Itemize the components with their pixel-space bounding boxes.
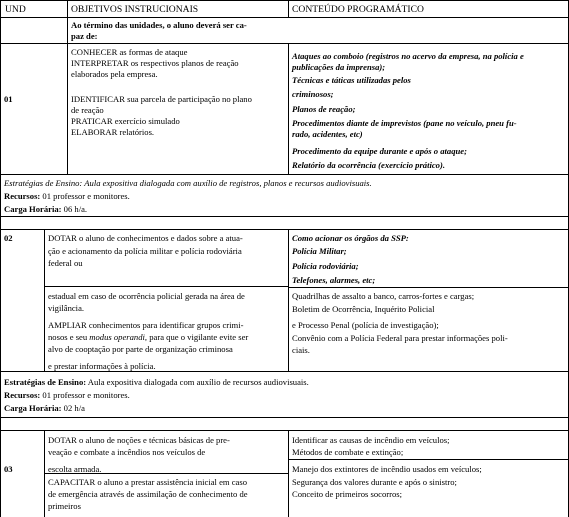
unit2-objective: e prestar informações à polícia. — [48, 361, 156, 371]
unit2-content: Polícia rodoviária; — [292, 261, 359, 271]
unit2-objective: federal ou — [48, 258, 83, 268]
unit2-content: ciais. — [292, 345, 310, 355]
unit1-objective: de reação — [71, 105, 104, 115]
unit1-objective: INTERPRETAR os respectivos planos de reação — [71, 58, 239, 68]
rule-spacer-2-bottom — [0, 430, 569, 431]
rule-col2-unit2 — [288, 229, 289, 371]
unit3-objective: de emergência através de assimilação de conhecimento de — [48, 489, 248, 499]
header-objectives: OBJETIVOS INSTRUCIONAIS — [71, 4, 199, 15]
unit1-content: Procedimento da equipe durante e após o ataque; — [292, 146, 467, 156]
unit3-content: Conceito de primeiros socorros; — [292, 489, 403, 499]
rule-col2-unit3 — [288, 430, 289, 517]
unit2-objective: nosos e seu modus operandi, para que o vigilante evite ser — [48, 332, 249, 342]
unit3-objective: DOTAR o aluno de noções e técnicas básicas de pre- — [48, 435, 230, 445]
rule-col2-header — [288, 0, 289, 17]
unit3-content: Segurança dos valores durante e após o sinistro; — [292, 477, 457, 487]
rule-unit3-content-split — [288, 459, 569, 460]
rule-unit2-obj-split — [44, 286, 288, 287]
unit1-content: Relatório da ocorrência (exercício prático). — [292, 160, 445, 170]
rule-col2-unit1 — [288, 43, 289, 174]
rule-col1-unit3 — [44, 430, 45, 517]
unit2-resources: Recursos: 01 professor e monitores. — [4, 390, 130, 400]
unit2-content: Telefones, alarmes, etc; — [292, 275, 376, 285]
unit1-objective: PRATICAR exercício simulado — [71, 116, 180, 126]
unit2-content: Como acionar os órgãos da SSP: — [292, 233, 409, 243]
rule-unit2-footer-bottom — [0, 417, 569, 418]
unit1-content: criminosos; — [292, 89, 334, 99]
unit2-objective: alvo de cooptação por parte de organização criminosa — [48, 344, 233, 354]
unit3-content: Manejo dos extintores de incêndio usados em veículos; — [292, 464, 482, 474]
unit2-objective: AMPLIAR conhecimentos para identificar grupos crimi- — [48, 320, 244, 330]
unit1-content: Ataques ao comboio (registros no acervo da empresa, na polícia e — [292, 51, 524, 61]
unit3-objective: primeiros — [48, 501, 81, 511]
unit1-strategies: Estratégias de Ensino: Aula expositiva dialogada com auxílio de registros, planos e recursos audiovisuais. — [4, 178, 372, 188]
unit2-number: 02 — [4, 233, 13, 243]
rule-top — [0, 0, 569, 1]
unit2-objective: DOTAR o aluno de conhecimentos e dados sobre a atua- — [48, 233, 243, 243]
unit1-content: rado, acidentes, etc) — [292, 129, 363, 139]
unit2-content: Polícia Militar; — [292, 246, 347, 256]
unit1-content: Planos de reação; — [292, 104, 356, 114]
unit3-objective: veação e combate a incêndios nos veículos de — [48, 447, 206, 457]
unit1-content: Técnicas e táticas utilizadas pelos — [292, 75, 411, 85]
rule-header-bottom — [0, 17, 569, 18]
unit3-content: Métodos de combate e extinção; — [292, 447, 404, 457]
unit2-content: e Processo Penal (polícia de investigação); — [292, 320, 439, 330]
unit1-objective: IDENTIFICAR sua parcela de participação no plano — [71, 94, 252, 104]
header-contents: CONTEÚDO PROGRAMÁTICO — [292, 4, 424, 15]
unit2-strategies: Estratégias de Ensino: Aula expositiva dialogada com auxílio de recursos audiovisuais. — [4, 377, 309, 387]
unit1-objective: ELABORAR relatórios. — [71, 127, 155, 137]
rule-unit1-footer-bottom — [0, 216, 569, 217]
unit2-content: Boletim de Ocorrência, Inquérito Policial — [292, 304, 435, 314]
unit2-objective: vigilância. — [48, 303, 85, 313]
unit3-content: Identificar as causas de incêndio em veículos; — [292, 435, 450, 445]
unit1-resources: Recursos: 01 professor e monitores. — [4, 191, 130, 201]
rule-unit1-bottom — [0, 174, 569, 175]
rule-unit2-content-split — [288, 287, 569, 288]
unit1-content: publicações da imprensa); — [292, 62, 386, 72]
rule-col1-unit1 — [67, 0, 68, 174]
unit1-hours: Carga Horária: 06 h/a. — [4, 204, 88, 214]
unit3-objective: CAPACITAR o aluno a prestar assistência inicial em caso — [48, 477, 247, 487]
rule-col1-unit2 — [44, 229, 45, 371]
rule-intro-bottom — [0, 43, 569, 44]
intro-line-2: paz de: — [71, 31, 98, 41]
unit2-hours: Carga Horária: 02 h/a — [4, 403, 85, 413]
unit3-number: 03 — [4, 464, 13, 474]
unit2-objective: ção e acionamento da polícia militar e polícia rodoviária — [48, 246, 242, 256]
unit1-objective: CONHECER as formas de ataque — [71, 47, 188, 57]
unit3-objective: escolta armada. — [48, 464, 102, 474]
intro-line-1: Ao término das unidades, o aluno deverá ser ca- — [71, 20, 247, 30]
rule-left — [0, 0, 1, 517]
unit2-content: Quadrilhas de assalto a banco, carros-fortes e cargas; — [292, 291, 475, 301]
unit1-objective: elaborados pela empresa. — [71, 69, 158, 79]
rule-spacer-1-bottom — [0, 229, 569, 230]
unit1-content: Procedimentos diante de imprevistos (pane no veículo, pneu fu- — [292, 118, 517, 128]
unit1-number: 01 — [4, 94, 13, 104]
unit2-objective: estadual em caso de ocorrência policial gerada na área de — [48, 291, 245, 301]
unit2-content: Convênio com a Polícia Federal para prestar informações poli- — [292, 333, 508, 343]
header-und: UND — [5, 4, 26, 15]
